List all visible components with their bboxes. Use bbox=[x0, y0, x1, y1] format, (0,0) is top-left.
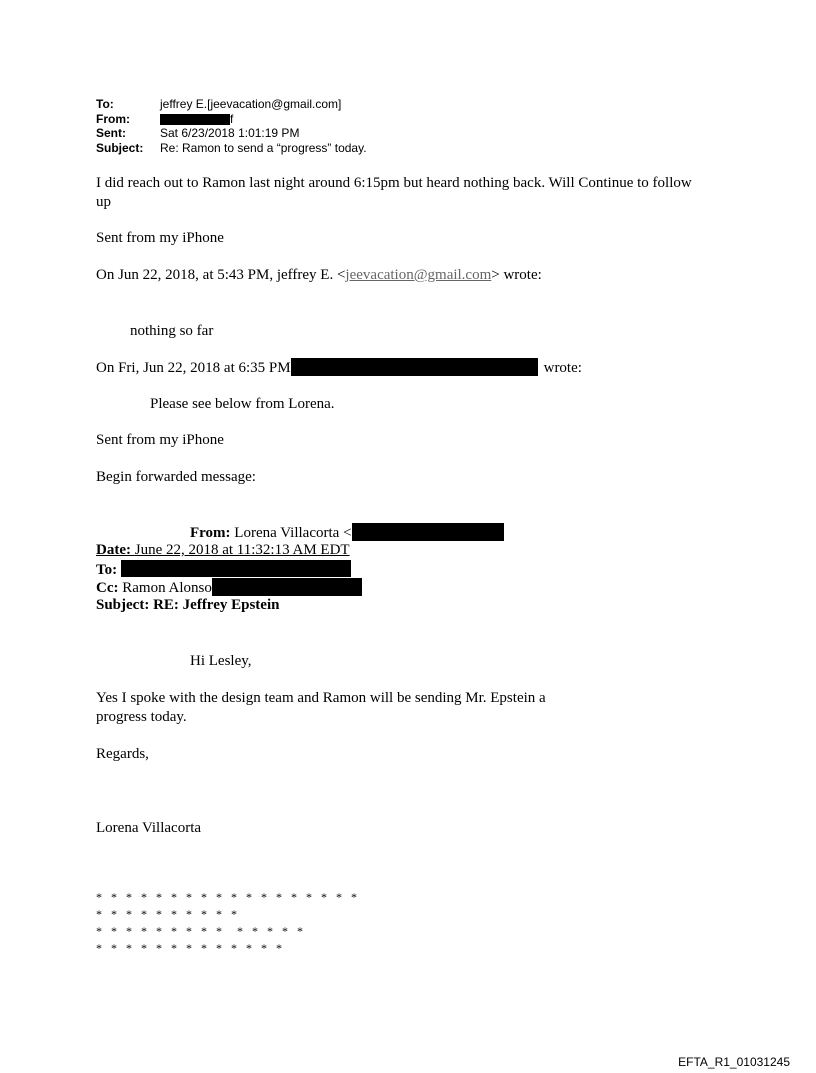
forwarded-date-label: Date: bbox=[96, 542, 131, 558]
email-header bbox=[96, 97, 367, 155]
header-sent-row bbox=[96, 126, 367, 141]
forwarded-from-row bbox=[190, 523, 504, 543]
header-subject-row bbox=[96, 141, 367, 156]
header-from-suffix: f bbox=[230, 111, 234, 126]
forward-intro: Begin forwarded message: bbox=[96, 469, 256, 485]
forwarded-subject-label: Subject: bbox=[96, 597, 150, 613]
forwarded-signer: Lorena Villacorta bbox=[96, 820, 202, 836]
quote-1-prefix: On Jun 22, 2018, at 5:43 PM, jeffrey E. < bbox=[96, 267, 346, 283]
header-from-label: From: bbox=[96, 111, 130, 126]
quote-2-suffix: wrote: bbox=[543, 360, 582, 376]
asterisk-block bbox=[96, 889, 360, 957]
asterisk-line: * * * * * * * * * * * * * * bbox=[96, 924, 306, 938]
forwarded-from-value: Lorena Villacorta < bbox=[234, 525, 352, 541]
signature-2: Sent from my iPhone bbox=[96, 432, 224, 448]
header-subject-label: Subject: bbox=[96, 140, 144, 155]
quote-1-text: nothing so far bbox=[130, 323, 214, 339]
header-to-label: To: bbox=[96, 97, 114, 111]
header-to-value: jeffrey E.[jeevacation@gmail.com] bbox=[160, 97, 342, 111]
redaction-box bbox=[212, 578, 362, 596]
quote-2-text: Please see below from Lorena. bbox=[150, 396, 335, 412]
quote-2-header bbox=[96, 358, 582, 378]
email-link[interactable]: jeevacation@gmail.com bbox=[345, 267, 492, 283]
asterisk-line: * * * * * * * * * * bbox=[96, 907, 240, 921]
header-from-value bbox=[160, 112, 233, 127]
redaction-box bbox=[160, 114, 230, 125]
forwarded-message: Yes I spoke with the design team and Ramon will be sending Mr. Epstein a progress today. bbox=[96, 690, 546, 725]
reply-text: I did reach out to Ramon last night around 6:15pm but heard nothing back. Will Continue to follow up bbox=[96, 175, 692, 210]
quote-2-prefix: On Fri, Jun 22, 2018 at 6:35 PM bbox=[96, 360, 291, 376]
forwarded-to-label: To: bbox=[96, 562, 118, 578]
forwarded-subject-value: RE: Jeffrey Epstein bbox=[153, 597, 280, 613]
redaction-box bbox=[352, 523, 504, 541]
redaction-box bbox=[291, 358, 538, 376]
header-sent-label: Sent: bbox=[96, 126, 126, 140]
header-to-row bbox=[96, 97, 367, 112]
forwarded-closing: Regards, bbox=[96, 746, 149, 762]
forwarded-date-value: June 22, 2018 at 11:32:13 AM EDT bbox=[134, 542, 350, 558]
header-from-row bbox=[96, 112, 367, 127]
forwarded-cc-row bbox=[96, 578, 362, 598]
forwarded-date-row bbox=[96, 541, 350, 560]
forwarded-subject-row bbox=[96, 596, 279, 615]
asterisk-line: * * * * * * * * * * * * * bbox=[96, 941, 285, 955]
header-sent-value: Sat 6/23/2018 1:01:19 PM bbox=[160, 126, 300, 140]
forwarded-greeting: Hi Lesley, bbox=[190, 653, 252, 669]
forwarded-from-label: From: bbox=[190, 525, 231, 541]
quote-1-suffix: > wrote: bbox=[491, 267, 542, 283]
forwarded-to-row bbox=[96, 560, 351, 580]
document-id: EFTA_R1_01031245 bbox=[678, 1055, 790, 1069]
redaction-box bbox=[121, 560, 351, 577]
signature-1: Sent from my iPhone bbox=[96, 230, 224, 246]
forwarded-cc-value: Ramon Alonso bbox=[122, 580, 212, 596]
asterisk-line: * * * * * * * * * * * * * * * * * * bbox=[96, 890, 360, 904]
forwarded-cc-label: Cc: bbox=[96, 580, 119, 596]
header-subject-value: Re: Ramon to send a “progress” today. bbox=[160, 140, 367, 155]
quote-1-header bbox=[96, 266, 542, 285]
